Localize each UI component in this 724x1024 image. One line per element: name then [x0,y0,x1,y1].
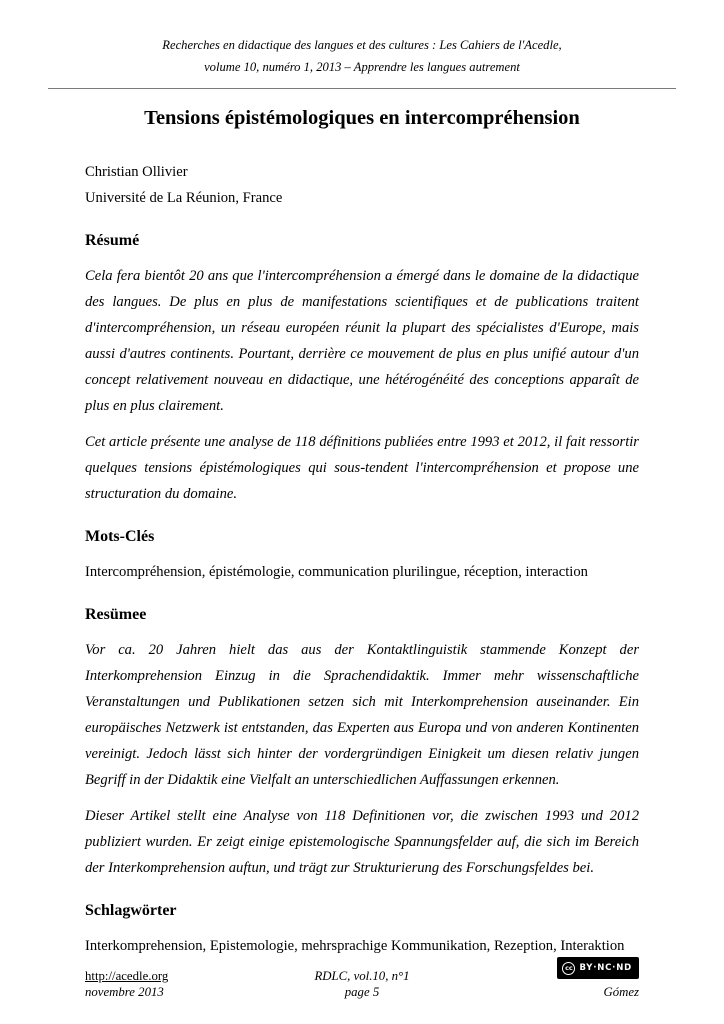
mots-cles-keywords: Intercompréhension, épistémologie, communication plurilingue, réception, interaction [85,564,588,580]
author-name: Christian Ollivier [85,164,188,180]
section-heading-resumee: Resümee [85,606,147,623]
footer-center [314,968,409,1000]
footer-page-number: page 5 [344,985,380,999]
cc-license-label: BY·NC·ND [579,963,632,973]
schlagworter-keywords: Interkomprehension, Epistemologie, mehrsprachige Kommunikation, Rezeption, Interaktion [85,938,625,954]
header-divider [48,88,676,89]
section-heading-resume: Résumé [85,232,140,249]
section-heading-schlagworter: Schlagwörter [85,902,177,919]
resume-paragraph-2: Cet article présente une analyse de 118 définitions publiées entre 1993 et 2012, il fait ressortir quelques tensions épistémologiques qui sous-tendent l'intercompréhension et propose une structuration du domaine. [85,434,639,502]
journal-header-line2: volume 10, numéro 1, 2013 – Apprendre les langues autrement [204,60,520,74]
journal-header-line1: Recherches en didactique des langues et des cultures : Les Cahiers de l'Acedle, [162,38,562,52]
resumee-paragraph-1: Vor ca. 20 Jahren hielt das aus der Kontaktlinguistik stammende Konzept der Interkomprehension Einzug in die Sprachendidaktik. Immer mehr wissenschaftliche Veranstaltungen und Publikationen setzen sich mit Interkomprehension auseinander. Ein europäisches Netzwerk ist entstanden, das Experten aus Europa und von anderen Kontinenten vereinigt. Jedoch lässt sich hinter der vordergründigen Einigkeit um diesen relativ jungen Begriff in der Didaktik eine Vielfalt an unterschiedlichen Auffassungen erkennen. [85,642,639,788]
author-block [85,159,639,211]
footer-right [410,957,639,1000]
acedle-link[interactable]: http://acedle.org [85,969,169,983]
author-affiliation: Université de La Réunion, France [85,190,283,206]
footer-journal-ref: RDLC, vol.10, n°1 [314,969,410,983]
footer-left [85,968,314,1000]
resumee-paragraph-2: Dieser Artikel stellt eine Analyse von 118 Definitionen vor, die zwischen 1993 und 2012 publiziert wurden. Er zeigt einige epistemologische Spannungsfelder auf, die sich im Bereich der Interkomprehension auftun, und trägt zur Strukturierung des Forschungsfeldes bei. [85,808,639,876]
page-footer [85,957,639,1000]
cc-icon: cc [562,962,575,975]
footer-date: novembre 2013 [85,985,164,999]
journal-header [85,34,639,78]
footer-author-name: Gómez [603,985,639,999]
article-title: Tensions épistémologiques en intercompréhension [144,107,580,129]
resume-paragraph-1: Cela fera bientôt 20 ans que l'intercompréhension a émergé dans le domaine de la didactique des langues. De plus en plus de manifestations scientifiques et de publications traitent d'intercompréhension, un réseau européen réunit la plupart des spécialistes d'Europe, mais aussi d'autres continents. Pourtant, derrière ce mouvement de plus en plus unifié autour d'un concept relativement nouveau en didactique, une hétérogénéité des conceptions apparaît de plus en plus clairement. [85,268,639,414]
cc-license-badge[interactable] [557,957,639,979]
section-heading-mots-cles: Mots-Clés [85,528,155,545]
